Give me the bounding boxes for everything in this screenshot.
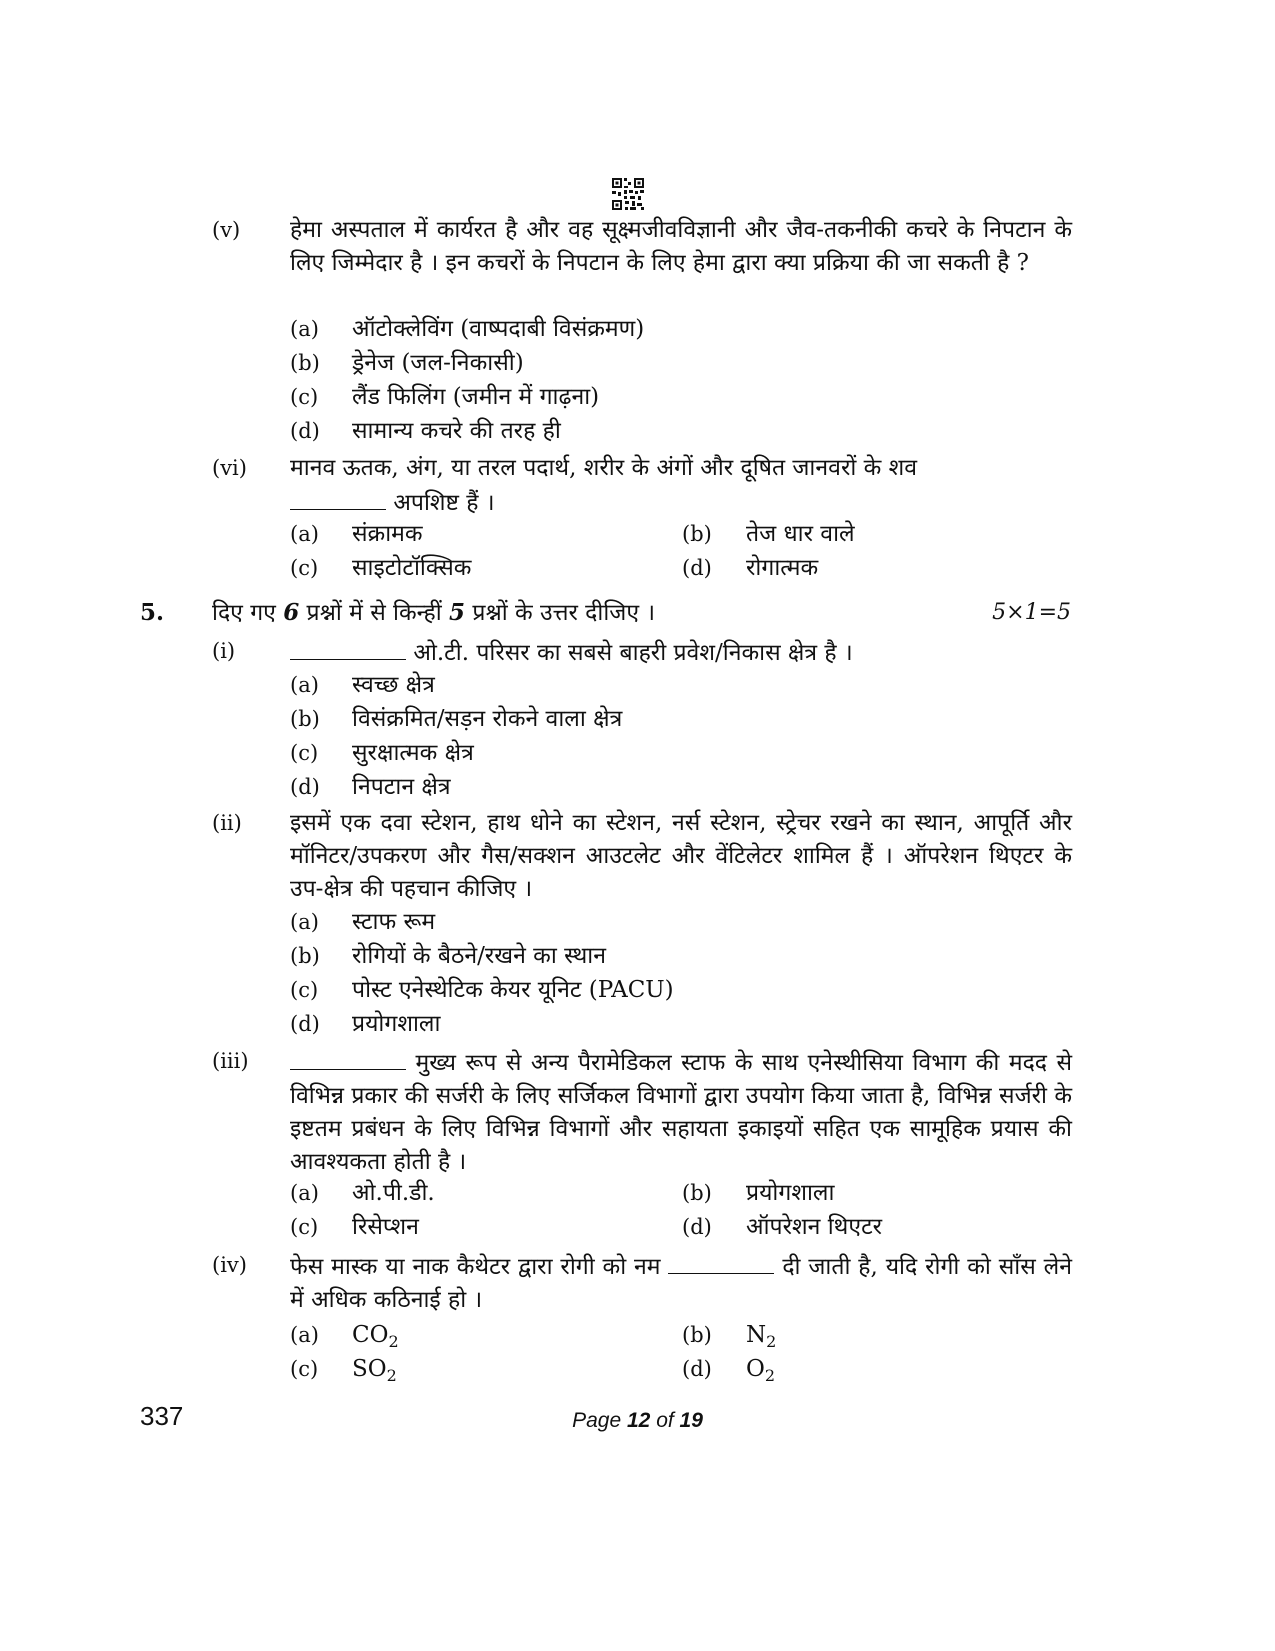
question-number: (iv) bbox=[212, 1253, 247, 1277]
question-text: इसमें एक दवा स्टेशन, हाथ धोने का स्टेशन, नर्स स्टेशन, स्ट्रेचर रखने का स्थान, आपूर्ति और मॉनिटर/उपकरण और गैस/सक्शन आउटलेट और वेंटिलेटर शामिल हैं । ऑपरेशन थिएटर के उप-क्षेत्र की पहचान कीजिए । bbox=[290, 810, 1072, 902]
answer-blank bbox=[668, 1249, 774, 1274]
instruction-part: प्रश्नों में से किन्हीं bbox=[299, 600, 450, 626]
option-label: (d) bbox=[682, 1357, 712, 1381]
option-label: (a) bbox=[290, 522, 319, 546]
question-number: (vi) bbox=[212, 456, 247, 480]
option-label: (c) bbox=[290, 1215, 319, 1239]
option-b bbox=[290, 347, 1072, 381]
question-text-before: मानव ऊतक, अंग, या तरल पदार्थ, शरीर के अंगों और दूषित जानवरों के शव bbox=[290, 455, 918, 481]
option-text: संक्रामक bbox=[352, 521, 423, 547]
option-label: (d) bbox=[682, 556, 712, 580]
instruction-part: दिए गए bbox=[212, 600, 284, 626]
option-text: निपटान क्षेत्र bbox=[352, 774, 451, 800]
option-label: (a) bbox=[290, 910, 319, 934]
answer-blank bbox=[290, 635, 406, 660]
option-label: (b) bbox=[290, 944, 320, 968]
answer-blank bbox=[290, 1045, 406, 1070]
option-text: रोगियों के बैठने/रखने का स्थान bbox=[352, 943, 606, 969]
option-c bbox=[290, 381, 1072, 415]
options-grid bbox=[290, 1177, 1072, 1245]
section-marks: 5×1=5 bbox=[992, 600, 1071, 625]
option-label: (c) bbox=[290, 1357, 319, 1381]
option-label: (d) bbox=[290, 775, 320, 799]
question-text bbox=[290, 1045, 1072, 1179]
instruction-count-required: 5 bbox=[449, 599, 466, 626]
option-a bbox=[290, 906, 1072, 940]
option-a bbox=[290, 313, 1072, 347]
question-text bbox=[290, 635, 1072, 670]
option-label: (d) bbox=[290, 1012, 320, 1036]
option-text: ड्रेनेज (जल-निकासी) bbox=[352, 350, 524, 376]
question-text-after: मुख्य रूप से अन्य पैरामेडिकल स्टाफ के साथ एनेस्थीसिया विभाग की मदद से विभिन्न प्रकार की सर्जरी के लिए सर्जिकल विभागों द्वारा उपयोग किया जाता है, विभिन्न सर्जरी के इष्टतम प्रबंधन के लिए विभिन्न विभागों और सहायता इकाइयों सहित एक सामूहिक प्रयास की आवश्यकता होती है । bbox=[290, 1050, 1073, 1175]
option-text: रिसेप्शन bbox=[352, 1214, 419, 1240]
option-text: साइटोटॉक्सिक bbox=[352, 555, 472, 581]
options-list bbox=[290, 906, 1072, 1042]
option-b bbox=[290, 940, 1072, 974]
page-total: 19 bbox=[679, 1409, 703, 1432]
option-text: लैंड फिलिंग (जमीन में गाढ़ना) bbox=[352, 384, 600, 410]
option-text: स्वच्छ क्षेत्र bbox=[352, 672, 435, 698]
option-text: प्रयोगशाला bbox=[352, 1011, 441, 1037]
option-label: (c) bbox=[290, 741, 319, 765]
question-number: (iii) bbox=[212, 1049, 249, 1073]
options-grid bbox=[290, 518, 1072, 586]
question-number: (ii) bbox=[212, 811, 242, 835]
question-text-before: फेस मास्क या नाक कैथेटर द्वारा रोगी को नम bbox=[290, 1254, 661, 1280]
answer-blank bbox=[290, 485, 386, 510]
formula-subscript: 2 bbox=[764, 1366, 776, 1385]
option-row bbox=[290, 1211, 1072, 1245]
option-a bbox=[290, 669, 1072, 703]
option-label: (b) bbox=[682, 1181, 712, 1205]
page-of: of bbox=[656, 1409, 674, 1432]
option-text: रोगात्मक bbox=[746, 555, 819, 581]
option-label: (b) bbox=[290, 707, 320, 731]
page-current: 12 bbox=[626, 1409, 651, 1432]
option-label: (c) bbox=[290, 978, 319, 1002]
option-label: (c) bbox=[290, 556, 319, 580]
option-row bbox=[290, 1177, 1072, 1211]
option-text: ऑटोक्लेविंग (वाष्पदाबी विसंक्रमण) bbox=[352, 316, 645, 342]
option-row bbox=[290, 518, 1072, 552]
option-label: (b) bbox=[682, 522, 712, 546]
question-text: हेमा अस्पताल में कार्यरत है और वह सूक्ष्मजीवविज्ञानी और जैव-तकनीकी कचरे के निपटान के लिए जिम्मेदार है । इन कचरों के निपटान के लिए हेमा द्वारा क्या प्रक्रिया की जा सकती है ? bbox=[290, 217, 1072, 276]
instruction-part: प्रश्नों के उत्तर दीजिए । bbox=[465, 600, 656, 626]
options-grid bbox=[290, 1319, 1072, 1387]
option-text bbox=[352, 1353, 397, 1386]
question-number: (i) bbox=[212, 639, 236, 663]
option-label: (d) bbox=[682, 1215, 712, 1239]
option-label: (a) bbox=[290, 673, 319, 697]
option-row bbox=[290, 1353, 1072, 1387]
option-b bbox=[290, 703, 1072, 737]
option-text: स्टाफ रूम bbox=[352, 909, 436, 935]
formula-base: O bbox=[746, 1356, 765, 1382]
formula-subscript: 2 bbox=[386, 1366, 397, 1385]
question-text-after: दी जाती है, यदि रोगी को साँस लेने में अधिक कठिनाई हो । bbox=[290, 1254, 1072, 1313]
option-label: (c) bbox=[290, 385, 319, 409]
formula-base: CO bbox=[352, 1322, 389, 1348]
question-text-after: ओ.टी. परिसर का सबसे बाहरी प्रवेश/निकास क्षेत्र है । bbox=[413, 640, 853, 666]
option-d bbox=[290, 415, 1072, 449]
formula-base: SO bbox=[352, 1356, 387, 1382]
option-text: सुरक्षात्मक क्षेत्र bbox=[352, 740, 474, 766]
section-number: 5. bbox=[140, 599, 165, 626]
option-label: (b) bbox=[290, 351, 320, 375]
option-text bbox=[352, 1319, 399, 1352]
option-text: तेज धार वाले bbox=[746, 521, 855, 547]
options-list bbox=[290, 313, 1072, 449]
option-text: ओ.पी.डी. bbox=[352, 1180, 435, 1206]
option-text bbox=[746, 1353, 775, 1386]
page-number bbox=[0, 1404, 1275, 1437]
option-text: प्रयोगशाला bbox=[746, 1180, 835, 1206]
question-text-after: अपशिष्ट हैं । bbox=[393, 490, 495, 516]
option-label: (d) bbox=[290, 419, 320, 443]
option-text: पोस्ट एनेस्थेटिक केयर यूनिट (PACU) bbox=[352, 977, 674, 1003]
page-word: Page bbox=[572, 1409, 622, 1432]
option-text: ऑपरेशन थिएटर bbox=[746, 1214, 883, 1240]
paper-code: 337 bbox=[140, 1401, 184, 1431]
option-d bbox=[290, 771, 1072, 805]
formula-subscript: 2 bbox=[766, 1332, 777, 1351]
option-text bbox=[746, 1319, 776, 1352]
option-text: सामान्य कचरे की तरह ही bbox=[352, 418, 561, 444]
formula-subscript: 2 bbox=[388, 1332, 399, 1351]
option-label: (b) bbox=[682, 1323, 712, 1347]
option-row bbox=[290, 1319, 1072, 1353]
formula-base: N bbox=[746, 1322, 767, 1348]
question-number: (v) bbox=[212, 218, 241, 242]
option-c bbox=[290, 737, 1072, 771]
option-text: विसंक्रमित/सड़न रोकने वाला क्षेत्र bbox=[352, 706, 623, 732]
section-instruction bbox=[212, 596, 972, 630]
qr-code-icon bbox=[611, 177, 645, 211]
options-list bbox=[290, 669, 1072, 805]
instruction-count-total: 6 bbox=[283, 599, 300, 626]
option-c bbox=[290, 974, 1072, 1008]
question-text bbox=[290, 452, 1072, 520]
option-label: (a) bbox=[290, 1181, 319, 1205]
question-text bbox=[290, 1249, 1072, 1317]
option-label: (a) bbox=[290, 317, 319, 341]
option-row bbox=[290, 552, 1072, 586]
option-d bbox=[290, 1008, 1072, 1042]
option-label: (a) bbox=[290, 1323, 319, 1347]
